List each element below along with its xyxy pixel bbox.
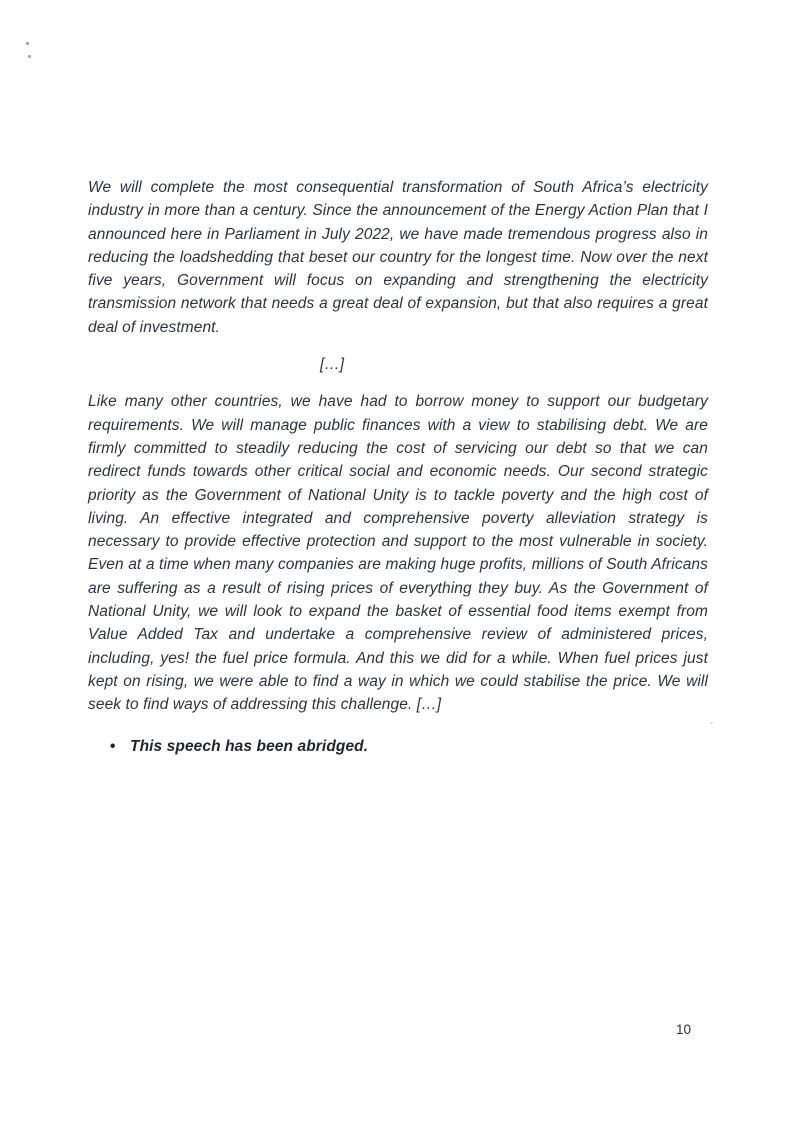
scan-artifact-dot (28, 55, 31, 58)
list-item (88, 735, 708, 758)
document-body (88, 176, 708, 758)
speech-paragraph-budget-poverty: Like many other countries, we have had to borrow money to support our budgetary requirements. We will manage public finances with a view to stabilising debt. We are firmly committed to steadily reducing the cost of servicing our debt so that we can redirect funds towards other critical social and economic needs. Our second strategic priority as the Government of National Unity is to tackle poverty and the high cost of living. An effective integrated and comprehensive poverty alleviation strategy is necessary to provide effective protection and support to the most vulnerable in society. Even at a time when many companies are making huge profits, millions of South Africans are suffering as a result of rising prices of everything they buy. As the Government of National Unity, we will look to expand the basket of essential food items exempt from Value Added Tax and undertake a comprehensive review of administered prices, including, yes! the fuel price formula. And this we did for a while. When fuel prices just kept on rising, we were able to find a way in which we could stabilise the price. We will seek to find ways of addressing this challenge. […] (88, 393, 708, 714)
scan-artifact-dot (26, 42, 29, 45)
scan-artifact-dot (710, 722, 713, 724)
speech-paragraph-electricity: We will complete the most consequential transformation of South Africa’s electricity industry in more than a century. Since the announcement of the Energy Action Plan that I announced here in Parliament in July 2022, we have made tremendous progress also in reducing the loadshedding that beset our country for the longest time. Now over the next five years, Government will focus on expanding and strengthening the electricity transmission network that needs a great deal of expansion, but that also requires a great deal of investment. (88, 179, 708, 336)
abridged-note: This speech has been abridged. (130, 737, 369, 755)
page-number: 10 (676, 1022, 692, 1037)
notes-list (88, 735, 708, 758)
bullet-icon: • (110, 737, 116, 755)
omission-marker: […] (320, 356, 345, 374)
